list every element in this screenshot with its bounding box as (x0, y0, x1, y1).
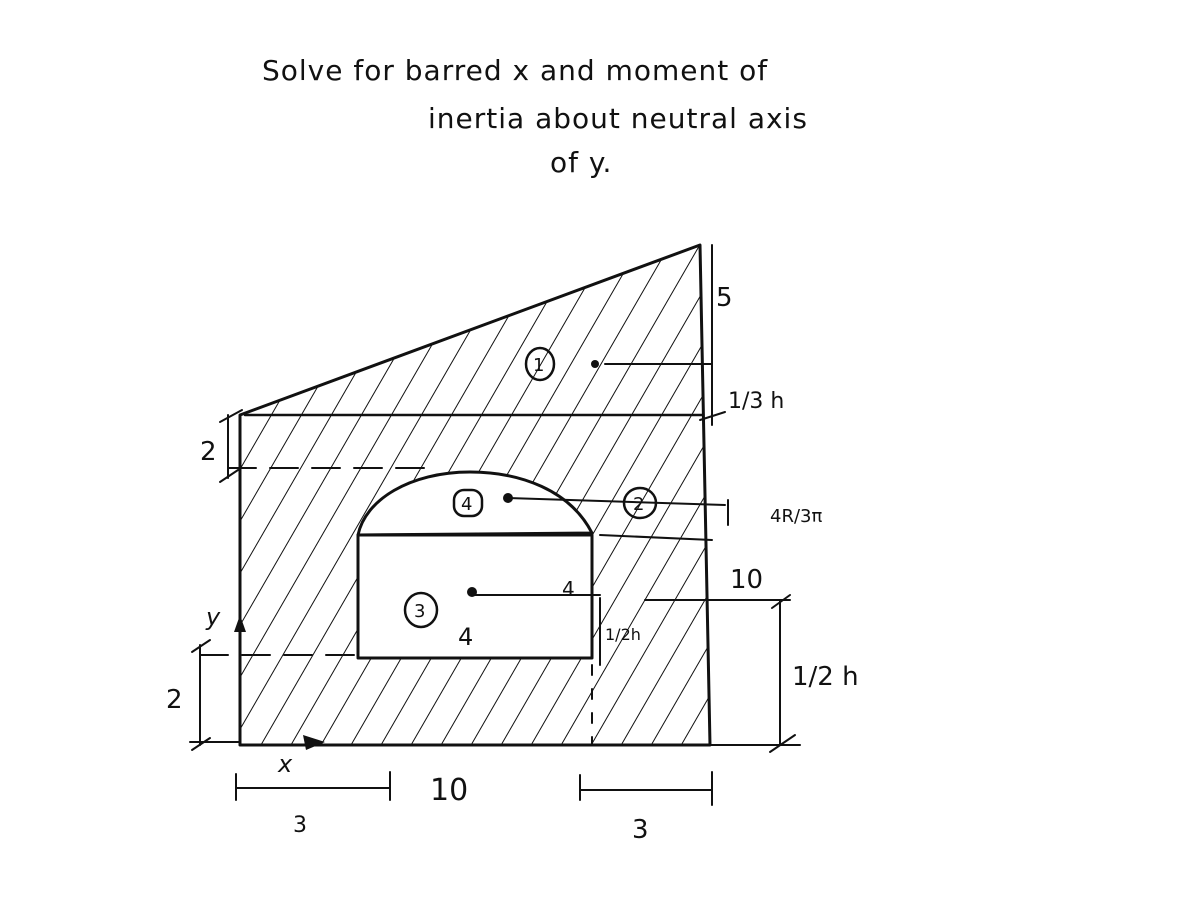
dim-4r-3pi: 4R/3π (770, 506, 823, 527)
region-label-4 (454, 490, 482, 516)
y-axis-label: y (206, 603, 221, 631)
centroid-1 (591, 360, 599, 368)
dim-rect-width: 4 (562, 577, 575, 601)
problem-line-1: Solve for barred x and moment of (262, 54, 769, 87)
dim-10-right: 10 (730, 565, 764, 595)
problem-line-3: of y. (550, 146, 613, 179)
dim-rect-height: 4 (458, 623, 474, 651)
rect-cutout (358, 535, 592, 658)
dim-bottom-3-right: 3 (632, 815, 649, 845)
problem-line-2: inertia about neutral axis (428, 102, 808, 135)
tick-half-h-bottom (770, 735, 795, 752)
svg-text:4: 4 (461, 494, 473, 515)
svg-text:1: 1 (533, 355, 545, 376)
dim-bottom-10: 10 (430, 773, 469, 808)
dim-bottom-3-left: 3 (293, 813, 307, 838)
x-axis-label: x (278, 750, 293, 778)
dim-5: 5 (716, 283, 733, 313)
dim-left-2-lower: 2 (166, 685, 183, 715)
svg-text:2: 2 (633, 494, 645, 515)
dim-half-h-right: 1/2 h (792, 662, 859, 692)
dim-third-h: 1/3 h (728, 389, 785, 414)
region-label-3 (405, 593, 437, 627)
dim-left-2-upper: 2 (200, 437, 217, 467)
hatched-area (230, 235, 720, 755)
svg-text:3: 3 (414, 601, 426, 622)
dim-half-h-small: 1/2h (605, 625, 641, 644)
